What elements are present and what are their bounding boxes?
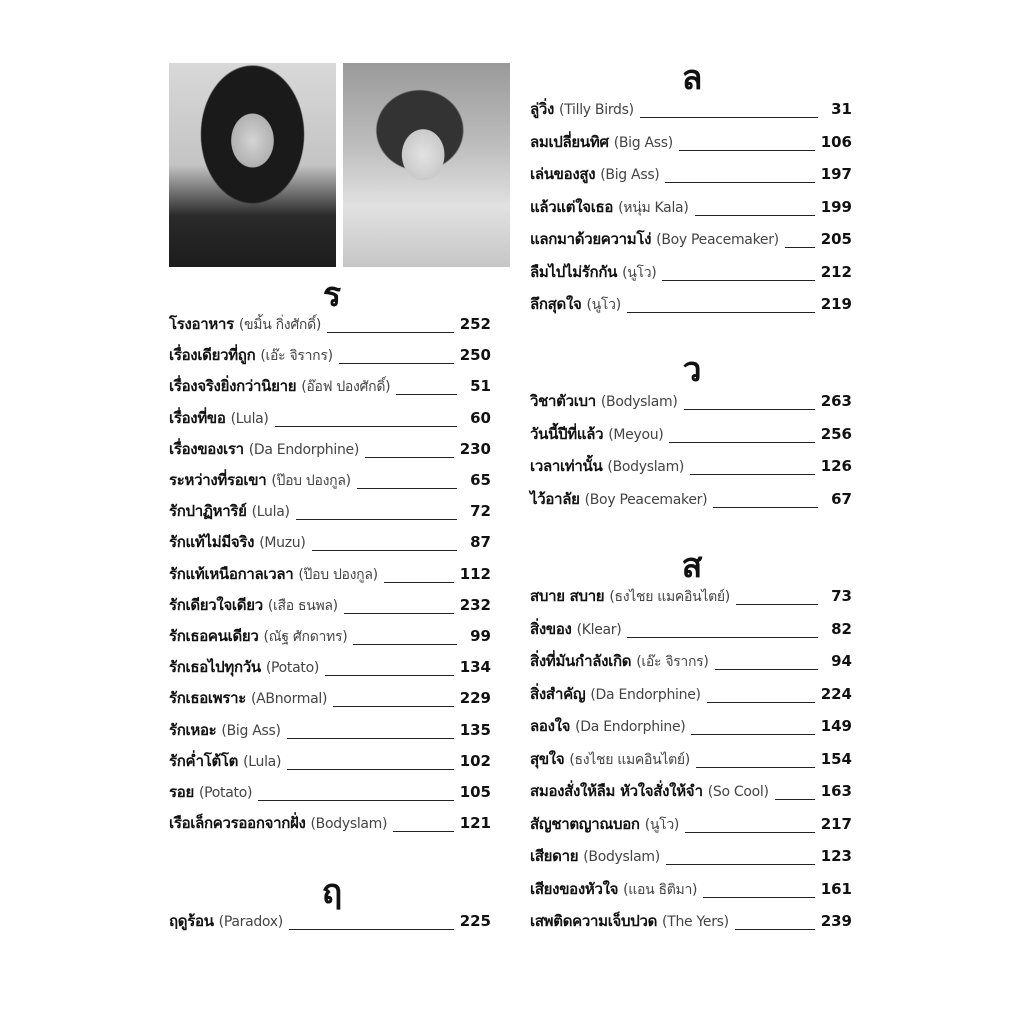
leader-line xyxy=(685,832,815,833)
song-title: ลองใจ xyxy=(530,717,571,735)
song-title: เรื่องของเรา xyxy=(169,439,244,458)
page-number: 252 xyxy=(459,315,491,333)
song-artist: (Meyou) xyxy=(608,426,664,443)
song-entry xyxy=(530,877,852,907)
song-entry xyxy=(530,487,852,517)
song-entry xyxy=(530,844,852,874)
song-title: ลู่วิ่ง xyxy=(530,100,555,118)
leader-line xyxy=(640,117,818,118)
song-title: เวลาเท่านั้น xyxy=(530,457,603,475)
song-artist: (Boy Peacemaker) xyxy=(584,491,708,508)
song-title: โรงอาหาร xyxy=(169,315,234,333)
song-entry xyxy=(530,422,852,452)
page-number: 225 xyxy=(459,912,491,930)
song-title: ระหว่างที่รอเขา xyxy=(169,471,267,489)
song-title: รักเหอะ xyxy=(169,720,217,739)
song-title: ไว้อาลัย xyxy=(530,489,580,508)
leader-line xyxy=(690,474,815,475)
song-entry xyxy=(530,389,852,419)
song-entry xyxy=(169,468,491,498)
song-entry xyxy=(530,682,852,712)
page-number: 121 xyxy=(459,814,491,833)
page-number: 134 xyxy=(459,658,491,677)
song-entry xyxy=(169,343,491,373)
song-entry xyxy=(169,530,491,560)
song-entry xyxy=(169,686,491,716)
leader-line xyxy=(312,550,458,551)
song-entry xyxy=(530,260,852,290)
song-title: ลมเปลี่ยนทิศ xyxy=(530,132,609,151)
leader-line xyxy=(325,675,454,676)
leader-line xyxy=(258,800,454,801)
page-number: 135 xyxy=(459,720,491,739)
page-number: 230 xyxy=(459,439,491,458)
song-entry xyxy=(530,812,852,842)
leader-line xyxy=(327,332,454,333)
song-artist: (Boy Peacemaker) xyxy=(656,232,779,248)
page-number: 239 xyxy=(820,912,852,930)
song-artist: (ขมิ้น กิ่งศักดิ์) xyxy=(238,317,322,333)
page-number: 106 xyxy=(820,132,852,151)
song-entry xyxy=(169,562,491,592)
song-artist: (แอน ธิติมา) xyxy=(623,881,698,898)
section-letter-so: ส xyxy=(681,546,703,586)
song-artist: (Big Ass) xyxy=(613,134,673,151)
song-title: เสพติดความเจ็บปวด xyxy=(530,912,658,930)
song-artist: (เอ๊ะ จิรากร) xyxy=(260,348,333,365)
song-artist: (Paradox) xyxy=(218,914,283,930)
song-entry xyxy=(169,312,491,342)
song-artist: (Da Endorphine) xyxy=(575,719,686,735)
song-artist: (Da Endorphine) xyxy=(590,686,701,703)
leader-line xyxy=(627,312,815,313)
song-artist: (The Yers) xyxy=(662,914,729,930)
song-title: รอย xyxy=(169,783,194,801)
song-artist: (Da Endorphine) xyxy=(248,441,360,458)
song-entry xyxy=(530,195,852,225)
song-title: สุขใจ xyxy=(530,749,565,768)
song-entry xyxy=(169,718,491,748)
page-number: 67 xyxy=(831,489,852,508)
leader-line xyxy=(344,613,454,614)
song-entry xyxy=(530,130,852,160)
song-title: สิ่งของ xyxy=(530,619,572,638)
leader-line xyxy=(785,247,815,248)
song-title: รักแท้เหนือกาลเวลา xyxy=(169,564,294,583)
song-artist: (นูโว) xyxy=(644,816,680,833)
song-entry xyxy=(530,779,852,809)
song-entry xyxy=(169,811,491,841)
song-title: เรือเล็กควรออกจากฝั่ง xyxy=(169,814,306,833)
artist-photo-left xyxy=(169,63,336,267)
song-title: ลึกสุดใจ xyxy=(530,295,582,313)
leader-line xyxy=(384,582,454,583)
leader-line xyxy=(289,929,454,930)
page-number: 105 xyxy=(459,783,491,801)
song-entry xyxy=(169,780,491,810)
song-entry xyxy=(530,454,852,484)
page-number: 87 xyxy=(470,533,491,552)
song-artist: (Lula) xyxy=(251,504,290,521)
song-title: เสียดาย xyxy=(530,847,579,865)
leader-line xyxy=(715,669,818,670)
page-number: 154 xyxy=(820,749,852,768)
song-entry xyxy=(169,655,491,685)
song-title: รักค่ำโต้โต xyxy=(169,751,239,770)
song-title: สบาย สบาย xyxy=(530,587,605,605)
page-number: 212 xyxy=(820,262,852,281)
page-number: 73 xyxy=(831,587,852,605)
song-title: เสียงของหัวใจ xyxy=(530,879,619,898)
page-number: 224 xyxy=(820,684,852,703)
song-title: วันนี้ปีที่แล้ว xyxy=(530,424,604,443)
leader-line xyxy=(357,488,457,489)
page-number: 65 xyxy=(470,471,491,489)
page-number: 94 xyxy=(831,652,852,670)
song-entry xyxy=(530,747,852,777)
page-number: 250 xyxy=(459,346,491,365)
song-title: รักเธอคนเดียว xyxy=(169,627,259,645)
leader-line xyxy=(684,409,815,410)
section-letter-wo: ว xyxy=(682,350,702,390)
song-entry xyxy=(530,227,852,257)
song-title: เรื่องที่ขอ xyxy=(169,408,226,427)
page-number: 60 xyxy=(470,408,491,427)
leader-line xyxy=(353,644,457,645)
song-entry xyxy=(169,499,491,529)
song-artist: (Klear) xyxy=(576,621,622,638)
song-title: รักเดียวใจเดียว xyxy=(169,595,263,614)
song-artist: (หนุ่ม Kala) xyxy=(618,199,689,216)
song-title: รักปาฏิหาริย์ xyxy=(169,502,247,521)
leader-line xyxy=(627,637,818,638)
song-artist: (ธงไชย แมคอินไตย์) xyxy=(609,589,730,605)
leader-line xyxy=(691,734,814,735)
song-artist: (Potato) xyxy=(265,660,319,677)
leader-line xyxy=(396,394,457,395)
song-entry xyxy=(169,624,491,654)
song-title: แลกมาด้วยความโง่ xyxy=(530,230,652,248)
song-artist: (อ๊อฟ ปองศักดิ์) xyxy=(301,379,391,396)
leader-line xyxy=(365,457,454,458)
section-letter-ra: ร xyxy=(322,275,342,315)
page-number: 112 xyxy=(459,564,491,583)
leader-line xyxy=(287,738,454,739)
song-title: แล้วแต่ใจเธอ xyxy=(530,197,614,216)
song-artist: (Bodyslam) xyxy=(600,394,678,410)
page-number: 199 xyxy=(820,197,852,216)
song-entry xyxy=(530,617,852,647)
song-entry xyxy=(530,292,852,322)
song-artist: (Tilly Birds) xyxy=(559,102,634,118)
leader-line xyxy=(275,426,457,427)
song-entry xyxy=(169,406,491,436)
song-title: เรื่องเดียวที่ถูก xyxy=(169,346,256,365)
page-number: 82 xyxy=(831,619,852,638)
leader-line xyxy=(296,519,457,520)
page-number: 99 xyxy=(470,627,491,645)
leader-line xyxy=(775,799,815,800)
leader-line xyxy=(287,769,454,770)
section-letter-rue: ฤ xyxy=(321,872,343,912)
song-artist: (ป๊อบ ปองกูล) xyxy=(298,566,378,583)
page-number: 256 xyxy=(820,424,852,443)
page-number: 205 xyxy=(820,230,852,248)
song-entry xyxy=(530,909,852,939)
song-artist: (เอ๊ะ จิรากร) xyxy=(636,654,709,670)
song-entry xyxy=(530,162,852,192)
song-artist: (Muzu) xyxy=(259,535,306,552)
song-artist: (Bodyslam) xyxy=(583,849,660,865)
song-entry xyxy=(530,584,852,614)
song-artist: (Lula) xyxy=(243,753,282,770)
leader-line xyxy=(703,897,814,898)
leader-line xyxy=(707,702,815,703)
page-number: 31 xyxy=(831,100,852,118)
leader-line xyxy=(669,442,814,443)
leader-line xyxy=(339,363,454,364)
song-artist: (เสือ ธนพล) xyxy=(267,597,338,614)
song-artist: (ABnormal) xyxy=(250,691,328,708)
leader-line xyxy=(679,150,815,151)
page-number: 161 xyxy=(820,879,852,898)
song-title: รักแท้ไม่มีจริง xyxy=(169,533,255,552)
leader-line xyxy=(696,767,815,768)
song-artist: (นูโว) xyxy=(622,264,657,281)
song-entry xyxy=(530,649,852,679)
leader-line xyxy=(666,864,815,865)
song-artist: (Lula) xyxy=(230,410,269,427)
page-number: 72 xyxy=(470,502,491,521)
song-title: รักเธอไปทุกวัน xyxy=(169,658,261,677)
leader-line xyxy=(665,182,814,183)
leader-line xyxy=(735,929,815,930)
song-artist: (ธงไชย แมคอินไตย์) xyxy=(569,751,690,768)
song-title: เรื่องจริงยิ่งกว่านิยาย xyxy=(169,377,297,396)
song-artist: (Big Ass) xyxy=(221,722,281,739)
song-entry xyxy=(169,437,491,467)
page-number: 102 xyxy=(459,751,491,770)
section-letter-lo: ล xyxy=(681,58,703,98)
page-number: 51 xyxy=(470,377,491,396)
song-entry xyxy=(169,909,491,939)
song-artist: (Big Ass) xyxy=(600,167,660,183)
song-artist: (Potato) xyxy=(198,785,253,801)
page-number: 197 xyxy=(820,165,852,183)
song-artist: (นูโว) xyxy=(586,297,621,313)
song-artist: (ป๊อบ ปองกูล) xyxy=(271,473,351,489)
song-title: รักเธอเพราะ xyxy=(169,689,246,708)
song-artist: (ณัฐ ศักดาทร) xyxy=(263,629,348,645)
leader-line xyxy=(333,706,454,707)
page-number: 126 xyxy=(820,457,852,475)
page-number: 149 xyxy=(820,717,852,735)
song-entry xyxy=(530,714,852,744)
leader-line xyxy=(713,507,818,508)
song-title: สมองสั่งให้ลืม หัวใจสั่งให้จำ xyxy=(530,782,703,800)
leader-line xyxy=(736,604,818,605)
song-entry xyxy=(169,593,491,623)
leader-line xyxy=(695,215,815,216)
song-title: สัญชาตญาณบอก xyxy=(530,814,640,833)
song-title: ลืมไปไม่รักกัน xyxy=(530,262,618,281)
leader-line xyxy=(393,831,454,832)
page-number: 219 xyxy=(820,295,852,313)
song-entry xyxy=(530,97,852,127)
page-number: 123 xyxy=(820,847,852,865)
song-artist: (Bodyslam) xyxy=(607,459,685,475)
page-number: 232 xyxy=(459,595,491,614)
song-entry xyxy=(169,749,491,779)
artist-photo-right xyxy=(343,63,510,267)
page-number: 163 xyxy=(820,782,852,800)
song-title: วิชาตัวเบา xyxy=(530,392,596,410)
song-artist: (Bodyslam) xyxy=(310,816,388,833)
song-title: ฤดูร้อน xyxy=(169,912,214,930)
leader-line xyxy=(662,280,814,281)
song-title: สิ่งสำคัญ xyxy=(530,684,586,703)
song-artist: (So Cool) xyxy=(707,784,769,800)
page-number: 263 xyxy=(820,392,852,410)
page-number: 229 xyxy=(459,689,491,708)
song-title: เล่นของสูง xyxy=(530,165,596,183)
song-entry xyxy=(169,374,491,404)
song-title: สิ่งที่มันกำลังเกิด xyxy=(530,652,632,670)
page-number: 217 xyxy=(820,814,852,833)
